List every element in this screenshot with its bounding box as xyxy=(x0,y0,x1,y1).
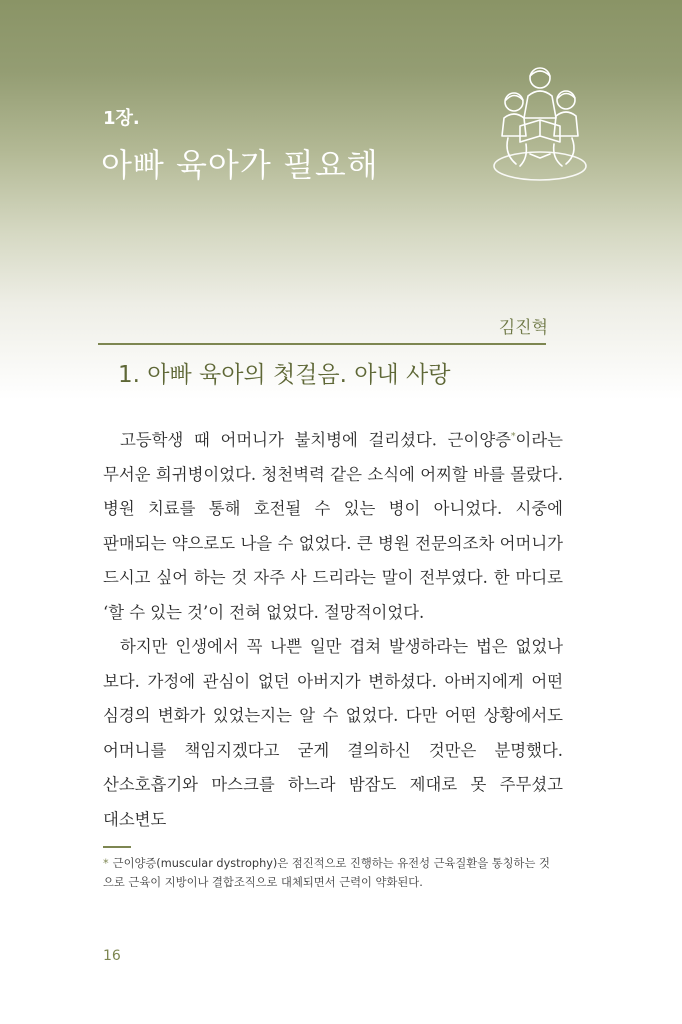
children-reading-illustration xyxy=(490,62,590,186)
footnote-bullet: * xyxy=(103,857,109,870)
body-text xyxy=(103,420,563,837)
chapter-title: 아빠 육아가 필요해 xyxy=(101,146,379,184)
paragraph-1 xyxy=(103,420,563,630)
author-name: 김진혁 xyxy=(498,318,548,338)
section-divider xyxy=(98,343,546,345)
section-title: 1. 아빠 육아의 첫걸음. 아내 사랑 xyxy=(118,362,451,388)
paragraph-1-start: 고등학생 때 어머니가 불치병에 걸리셨다. 근이양증 xyxy=(120,430,511,450)
footnote-text: 근이양증(muscular dystrophy)은 점진적으로 진행하는 유전성 근육질환을 통칭하는 것으로 근육이 지방이나 결합조직으로 대체되면서 근력이 약화된다. xyxy=(103,857,550,889)
paragraph-2: 하지만 인생에서 꼭 나쁜 일만 겹쳐 발생하라는 법은 없었나 보다. 가정에 관심이 없던 아버지가 변하셨다. 아버지에게 어떤 심경의 변화가 있었는지는 알 수 없었다. 다만 어떤 상황에서도 어머니를 책임지겠다고 굳게 결의하신 것만은 분명했다. 산소호흡기와 마스크를 하느라 밤잠도 제대로 못 주무셨고 대소변도 xyxy=(103,637,563,829)
chapter-header-band xyxy=(0,0,682,400)
chapter-number: 1장. xyxy=(103,108,140,129)
paragraph-1-rest: 이라는 무서운 희귀병이었다. 청천벽력 같은 소식에 어찌할 바를 몰랐다. 병원 치료를 통해 호전될 수 있는 병이 아니었다. 시중에 판매되는 약으로도 나을 수 없었다. 큰 병원 전문의조차 어머니가 드시고 싶어 하는 것 자주 사 드리라는 말이 전부였다. 한 마디로 ‘할 수 있는 것’이 전혀 없었다. 절망적이었다. xyxy=(103,430,563,622)
footnote-divider xyxy=(103,846,131,848)
footnote xyxy=(103,854,558,892)
footnote-marker: * xyxy=(511,432,516,442)
page-number: 16 xyxy=(103,948,121,964)
